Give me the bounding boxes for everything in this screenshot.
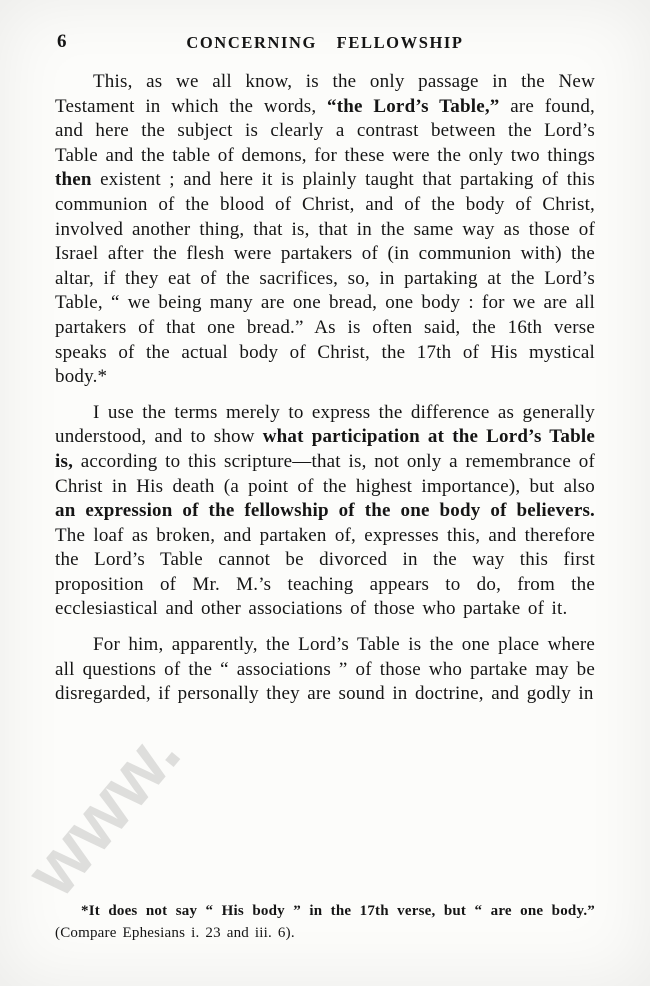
paragraph: This, as we all know, is the only passage in the New Testament in which the words, “the Lord’s Table,” are found, and here the subject is clearly a contrast between the Lord’s Table and the table of demons, for these were the only two things then existent ; and here it is plainly taught that partaking of this communion of the blood of Christ, and of the body of Christ, involved another thing, that is, that in the same way as those of Israel after the flesh were partakers of (in communion with) the altar, if they eat of the sacrifices, so, in partaking at the Lord’s Table, “ we being many are one bread, one body : for we are all partakers of that one bread.” As is often said, the 16th verse speaks of the actual body of Christ, the 17th of His mystical body.* xyxy=(55,71,595,388)
paragraph: I use the terms merely to express the difference as generally understood, and to show what participation at the Lord’s Table is, according to this scripture—that is, not only a remembrance of Christ in His death (a point of the highest importance), but also an expression of the fellowship of the one body of believers. The loaf as broken, and partaken of, expresses this, and therefore the Lord’s Table cannot be divorced in the way this first proposition of Mr. M.’s teaching appears to do, from the ecclesiastical and other associations of those who partake of it. xyxy=(55,401,595,620)
page-number: 6 xyxy=(57,31,67,52)
page-body xyxy=(55,70,595,718)
footnote: *It does not say “ His body ” in the 17th verse, but “ are one body.” (Compare Ephesians i. 23 and iii. 6). xyxy=(55,903,595,941)
running-title: CONCERNING FELLOWSHIP xyxy=(186,33,464,52)
paragraph: For him, apparently, the Lord’s Table is the one place where all questions of the “ associations ” of those who partake may be disregarded, if personally they are sound in doctrine, and godly in xyxy=(55,634,595,705)
page-header xyxy=(55,33,595,53)
watermark-text: www. xyxy=(9,712,196,912)
